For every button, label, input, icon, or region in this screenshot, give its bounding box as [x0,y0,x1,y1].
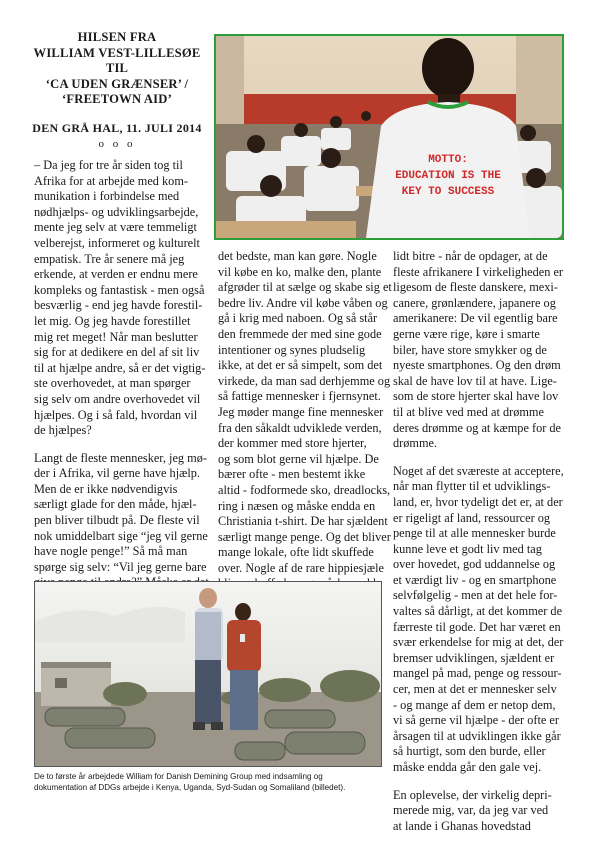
text-line: vil købe en ko, malke den, plante [218,264,382,279]
text-line: årsagen til at udviklingen ikke går [393,728,561,743]
text-line: selvfølgelig - men at det hele for- [393,588,558,603]
text-line: empatisk. Tre år senere må jeg [34,251,185,266]
text-line: ring i næsen og måske endda en [218,498,376,513]
text-line: gerne være rige, køre i smarte [393,326,540,341]
text-line: bedre liv. Andre vil købe våben og [218,295,388,310]
text-line: hjælpes. Og i så fald, hvordan vil [34,407,198,422]
caption-line: dokumentation af DDGs arbejde i Kenya, Uganda, Syd-Sudan og Somaliland (billedet). [34,783,346,792]
text-line: vi så gerne vil hjælpe - der ofte er [393,713,559,728]
text-line: til at hjælpe andre, så er det vigtig- [34,360,206,375]
text-line: pen bliver tilbudt på. De fleste vil [34,513,200,528]
text-line: merede mig, var, da jeg var ved [393,803,549,818]
text-line: svær erkendelse for mig at det, der [393,635,564,650]
text-line: En oplevelse, der virkelig depri- [393,787,552,802]
text-line: når man flytter til et udviklings- [393,479,551,494]
text-line: over. Nogle af de rare hippiesjæle [218,560,384,575]
text-line: mig ret meget! Når man beslutter [34,329,198,344]
text-line: drømme. [393,436,438,451]
shirt-text-line: EDUCATION IS THE [395,170,501,182]
text-line: skal de have lov til at have. Lige- [393,373,557,388]
text-line: Afrika for at arbejde med kom- [34,173,188,188]
text-line: let mig. Og jeg havde forestillet [34,313,191,328]
text-line: - og mange af dem er netop dem, [393,697,556,712]
text-line: og som blot gerne vil hjælpe. De [218,451,379,466]
column-1 [34,158,212,603]
title-line: HILSEN FRA [77,30,157,44]
text-line: mange lokale, ofte lidt skuffede [218,545,374,560]
text-line: over hovedet, god uddannelse og [393,557,556,572]
text-line: besværlig - end jeg havde forestil- [34,298,203,313]
paragraph [393,464,573,776]
text-line: altid - fodformede sko, dreadlocks, [218,482,391,497]
article-title [30,30,204,108]
text-line: som de store hjerter skal have lov [393,389,559,404]
text-line: sig selv om andre overhovedet vil [34,391,201,406]
text-line: til at blive ved med at drømme [393,404,544,419]
text-line: valtes så dårligt, at det kommer de [393,604,563,619]
title-line: TIL [105,61,129,75]
text-line: det bedste, man kan gøre. Nogle [218,249,377,263]
text-line: cer, men at det er mennesker selv [393,682,557,697]
text-line: – Da jeg for tre år siden tog til [34,158,183,172]
demining-photo-image [35,582,381,766]
text-line: land, er, hvor tydeligt det er, at der [393,494,563,509]
text-line: der kommer med store hjerter, [218,436,367,451]
dateline: DEN GRÅ HAL, 11. JULI 2014 [32,121,202,135]
text-line: sig for at dedikere en del af sit liv [34,345,200,360]
classroom-photo-image [216,36,562,238]
text-line: biler, have store smykker og de [393,342,547,357]
title-line: ‘FREETOWN AID’ [62,92,172,106]
text-line: munikation i forbindelse med [34,189,180,204]
photo-caption [34,771,382,793]
text-line: nødhjælps- og udviklingsarbejde, [34,204,199,219]
text-line: Christiania t-shirt. De har sjældent [218,514,388,529]
text-line: Noget af det sværeste at acceptere, [393,463,564,478]
shirt-text-line: MOTTO: [428,154,468,166]
text-line: der i Afrika, vil gerne have hjælp. [34,466,200,481]
text-line: Men de er ikke nødvendigvis [34,481,178,496]
column-3 [393,249,573,846]
text-line: så hurtigt, som den burde, eller [393,744,546,759]
text-line: have nogle penge!” Så må man [34,544,188,559]
text-line: et værdigt liv - og en smartphone [393,572,557,587]
text-line: ligesom de fleste danskere, mexi- [393,280,558,295]
title-line: WILLIAM VEST-LILLESØE [33,45,201,60]
text-line: den fremmede der med sine gode [218,326,382,341]
text-line: fleste afrikanere I virkeligheden er [393,264,564,279]
text-line: spørge sig selv: “Vil jeg gerne bare [34,559,207,574]
text-line: særligt glade for den måde, hjæl- [34,497,197,512]
text-line: mente jeg selv at være temmeligt [34,220,197,235]
text-line: nyeste smartphones. Og den drøm [393,358,561,373]
text-line: færreste til gode. Det har været en [393,619,561,634]
caption-line: De to første år arbejdede William for Danish Demining Group med indsamling og [34,772,323,781]
text-line: bærer ofte - men bestemt ikke [218,467,366,482]
text-line: bremser udviklingen, sjældent er [393,650,555,665]
text-line: mangel på mad, penge og ressour- [393,666,562,681]
paragraph [34,158,212,439]
text-line: er rigeligt af land, ressourcer og [393,510,551,525]
text-line: kunne leve et godt liv med tag [393,541,542,556]
text-line: kompleks og fantastisk - men også [34,282,205,297]
text-line: gå i krig med naboen. Og så står [218,311,378,326]
text-line: ikke, at det er så simpelt, som det [218,358,383,373]
text-line: måske endda går den gale vej. [393,760,542,774]
text-line: at lande i Ghanas hovedstad [393,818,531,833]
text-line: erkende, at verden er endnu mere [34,267,198,282]
paragraph [218,249,392,592]
text-line: Langt de fleste mennesker, jeg mø- [34,450,207,465]
text-line: fra den såkaldt udviklede verden, [218,420,382,435]
text-line: så fattige mennesker i fjernsynet. [218,389,381,404]
classroom-photo [214,34,564,240]
paragraph [393,249,573,452]
text-line: afgrøder til at sælge og skabe sig et [218,280,392,295]
demining-photo [34,581,382,767]
title-line: ‘CA UDEN GRÆNSER’ / [45,76,189,91]
text-line: særligt mange penge. Og det bliver [218,529,391,544]
text-line: lidt bitre - når de opdager, at de [393,249,548,263]
column-2 [218,249,392,604]
shirt-text-line: KEY TO SUCCESS [401,186,495,198]
paragraph [393,788,573,835]
text-line: nok umiddelbart sige “jeg vil gerne [34,528,208,543]
text-line: penge til at alle mennesker burde [393,526,556,541]
text-line: Jeg møder mange fine mennesker [218,404,384,419]
paragraph [34,451,212,591]
ornament-divider: o o o [98,138,136,150]
text-line: virkede, da man sad derhjemme og [218,373,391,388]
text-line: canere, grønlændere, japanere og [393,295,556,310]
text-line: intentioner og synes pludselig [218,342,366,357]
text-line: ste overhovedet, at man spørger [34,376,191,391]
text-line: velberejst, informeret og kulturelt [34,235,200,250]
text-line: de hjælpes? [34,423,92,438]
text-line: deres drømme og at kæmpe for de [393,420,562,435]
text-line: amerikanere: De vil egentlig bare [393,311,558,326]
